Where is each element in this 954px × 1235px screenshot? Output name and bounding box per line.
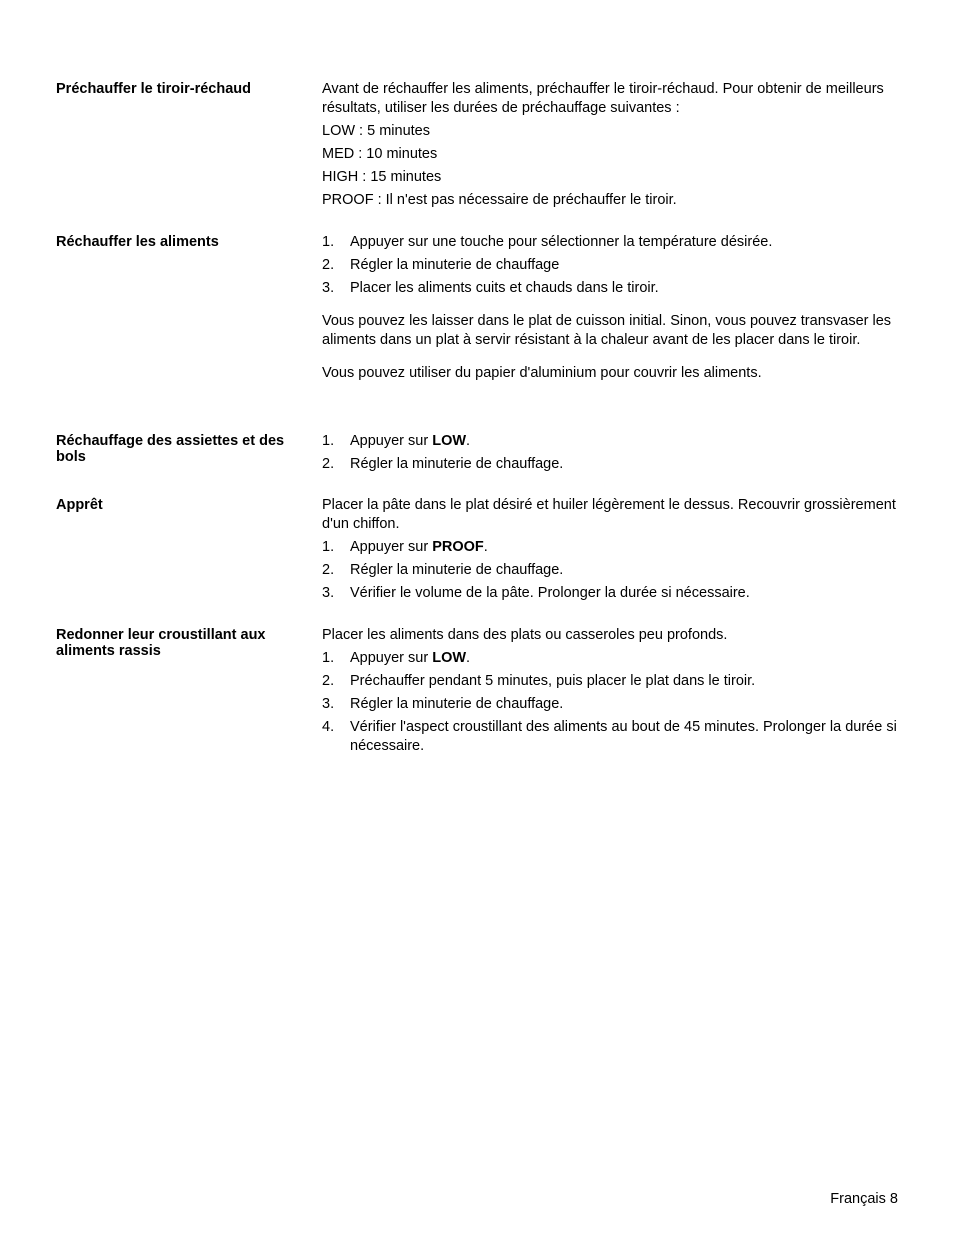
step-text: Régler la minuterie de chauffage.	[350, 456, 564, 472]
step-text-pre: Appuyer sur	[350, 433, 433, 449]
step-text-post: .	[466, 650, 471, 666]
section-label: Réchauffage des assiettes et des bols	[56, 433, 285, 465]
section-content	[322, 80, 898, 214]
step-number: 1.	[322, 650, 335, 666]
step-number: 1.	[322, 539, 335, 555]
step-number: 2.	[322, 673, 335, 689]
step-text-post: .	[483, 539, 488, 555]
list-item	[322, 233, 898, 252]
list-item	[322, 584, 898, 603]
list-item	[322, 279, 898, 298]
button-name: LOW	[432, 650, 467, 666]
section-label: Réchauffer les aliments	[56, 234, 219, 250]
step-number: 2.	[322, 562, 335, 578]
steps-list	[322, 538, 898, 603]
section-label: Apprêt	[56, 497, 103, 513]
section-intro: Placer les aliments dans des plats ou casseroles peu profonds.	[322, 627, 728, 643]
step-text: Préchauffer pendant 5 minutes, puis placer le plat dans le tiroir.	[350, 673, 756, 689]
step-number: 3.	[322, 585, 335, 601]
step-number: 2.	[322, 456, 335, 472]
button-name: LOW	[432, 433, 467, 449]
section-content	[322, 496, 898, 607]
preheat-line: PROOF : Il n'est pas nécessaire de préchauffer le tiroir.	[322, 192, 677, 208]
button-name: PROOF	[432, 539, 484, 555]
preheat-line: HIGH : 15 minutes	[322, 169, 442, 185]
step-number: 3.	[322, 696, 335, 712]
steps-list	[322, 233, 898, 298]
list-item	[322, 695, 898, 714]
steps-list	[322, 432, 898, 474]
step-number: 4.	[322, 719, 335, 735]
list-item	[322, 718, 898, 756]
step-number: 1.	[322, 234, 335, 250]
section-note: Vous pouvez utiliser du papier d'aluminium pour couvrir les aliments.	[322, 365, 762, 381]
section-content	[322, 626, 898, 760]
step-text: Appuyer sur une touche pour sélectionner la température désirée.	[350, 234, 773, 250]
list-item	[322, 561, 898, 580]
step-number: 1.	[322, 433, 335, 449]
step-text-post: .	[466, 433, 471, 449]
step-number: 3.	[322, 280, 335, 296]
step-text-pre: Appuyer sur	[350, 539, 433, 555]
step-text: Régler la minuterie de chauffage.	[350, 562, 564, 578]
section-intro: Placer la pâte dans le plat désiré et huiler légèrement le dessus. Recouvrir grossièrement d'un chiffon.	[322, 497, 896, 532]
steps-list	[322, 649, 898, 756]
step-text: Placer les aliments cuits et chauds dans le tiroir.	[350, 280, 659, 296]
step-number: 2.	[322, 257, 335, 273]
step-text: Régler la minuterie de chauffage	[350, 257, 560, 273]
list-item	[322, 432, 898, 451]
section-label: Redonner leur croustillant aux aliments rassis	[56, 627, 266, 659]
step-text-pre: Appuyer sur	[350, 650, 433, 666]
step-text: Vérifier le volume de la pâte. Prolonger la durée si nécessaire.	[350, 585, 750, 601]
page-footer: Français 8	[830, 1191, 898, 1207]
section-intro: Avant de réchauffer les aliments, préchauffer le tiroir-réchaud. Pour obtenir de meilleurs résultats, utiliser les durées de préchauffage suivantes :	[322, 81, 884, 116]
step-text: Régler la minuterie de chauffage.	[350, 696, 564, 712]
section-content	[322, 432, 898, 478]
list-item	[322, 672, 898, 691]
list-item	[322, 256, 898, 275]
list-item	[322, 455, 898, 474]
section-note: Vous pouvez les laisser dans le plat de cuisson initial. Sinon, vous pouvez transvaser les aliments dans un plat à servir résistant à la chaleur avant de les placer dans le tiroir.	[322, 313, 892, 348]
preheat-line: LOW : 5 minutes	[322, 123, 430, 139]
section-content	[322, 233, 898, 387]
section-label: Préchauffer le tiroir-réchaud	[56, 81, 251, 97]
list-item	[322, 538, 898, 557]
step-text: Vérifier l'aspect croustillant des aliments au bout de 45 minutes. Prolonger la durée si nécessaire.	[350, 719, 897, 754]
list-item	[322, 649, 898, 668]
preheat-line: MED : 10 minutes	[322, 146, 438, 162]
